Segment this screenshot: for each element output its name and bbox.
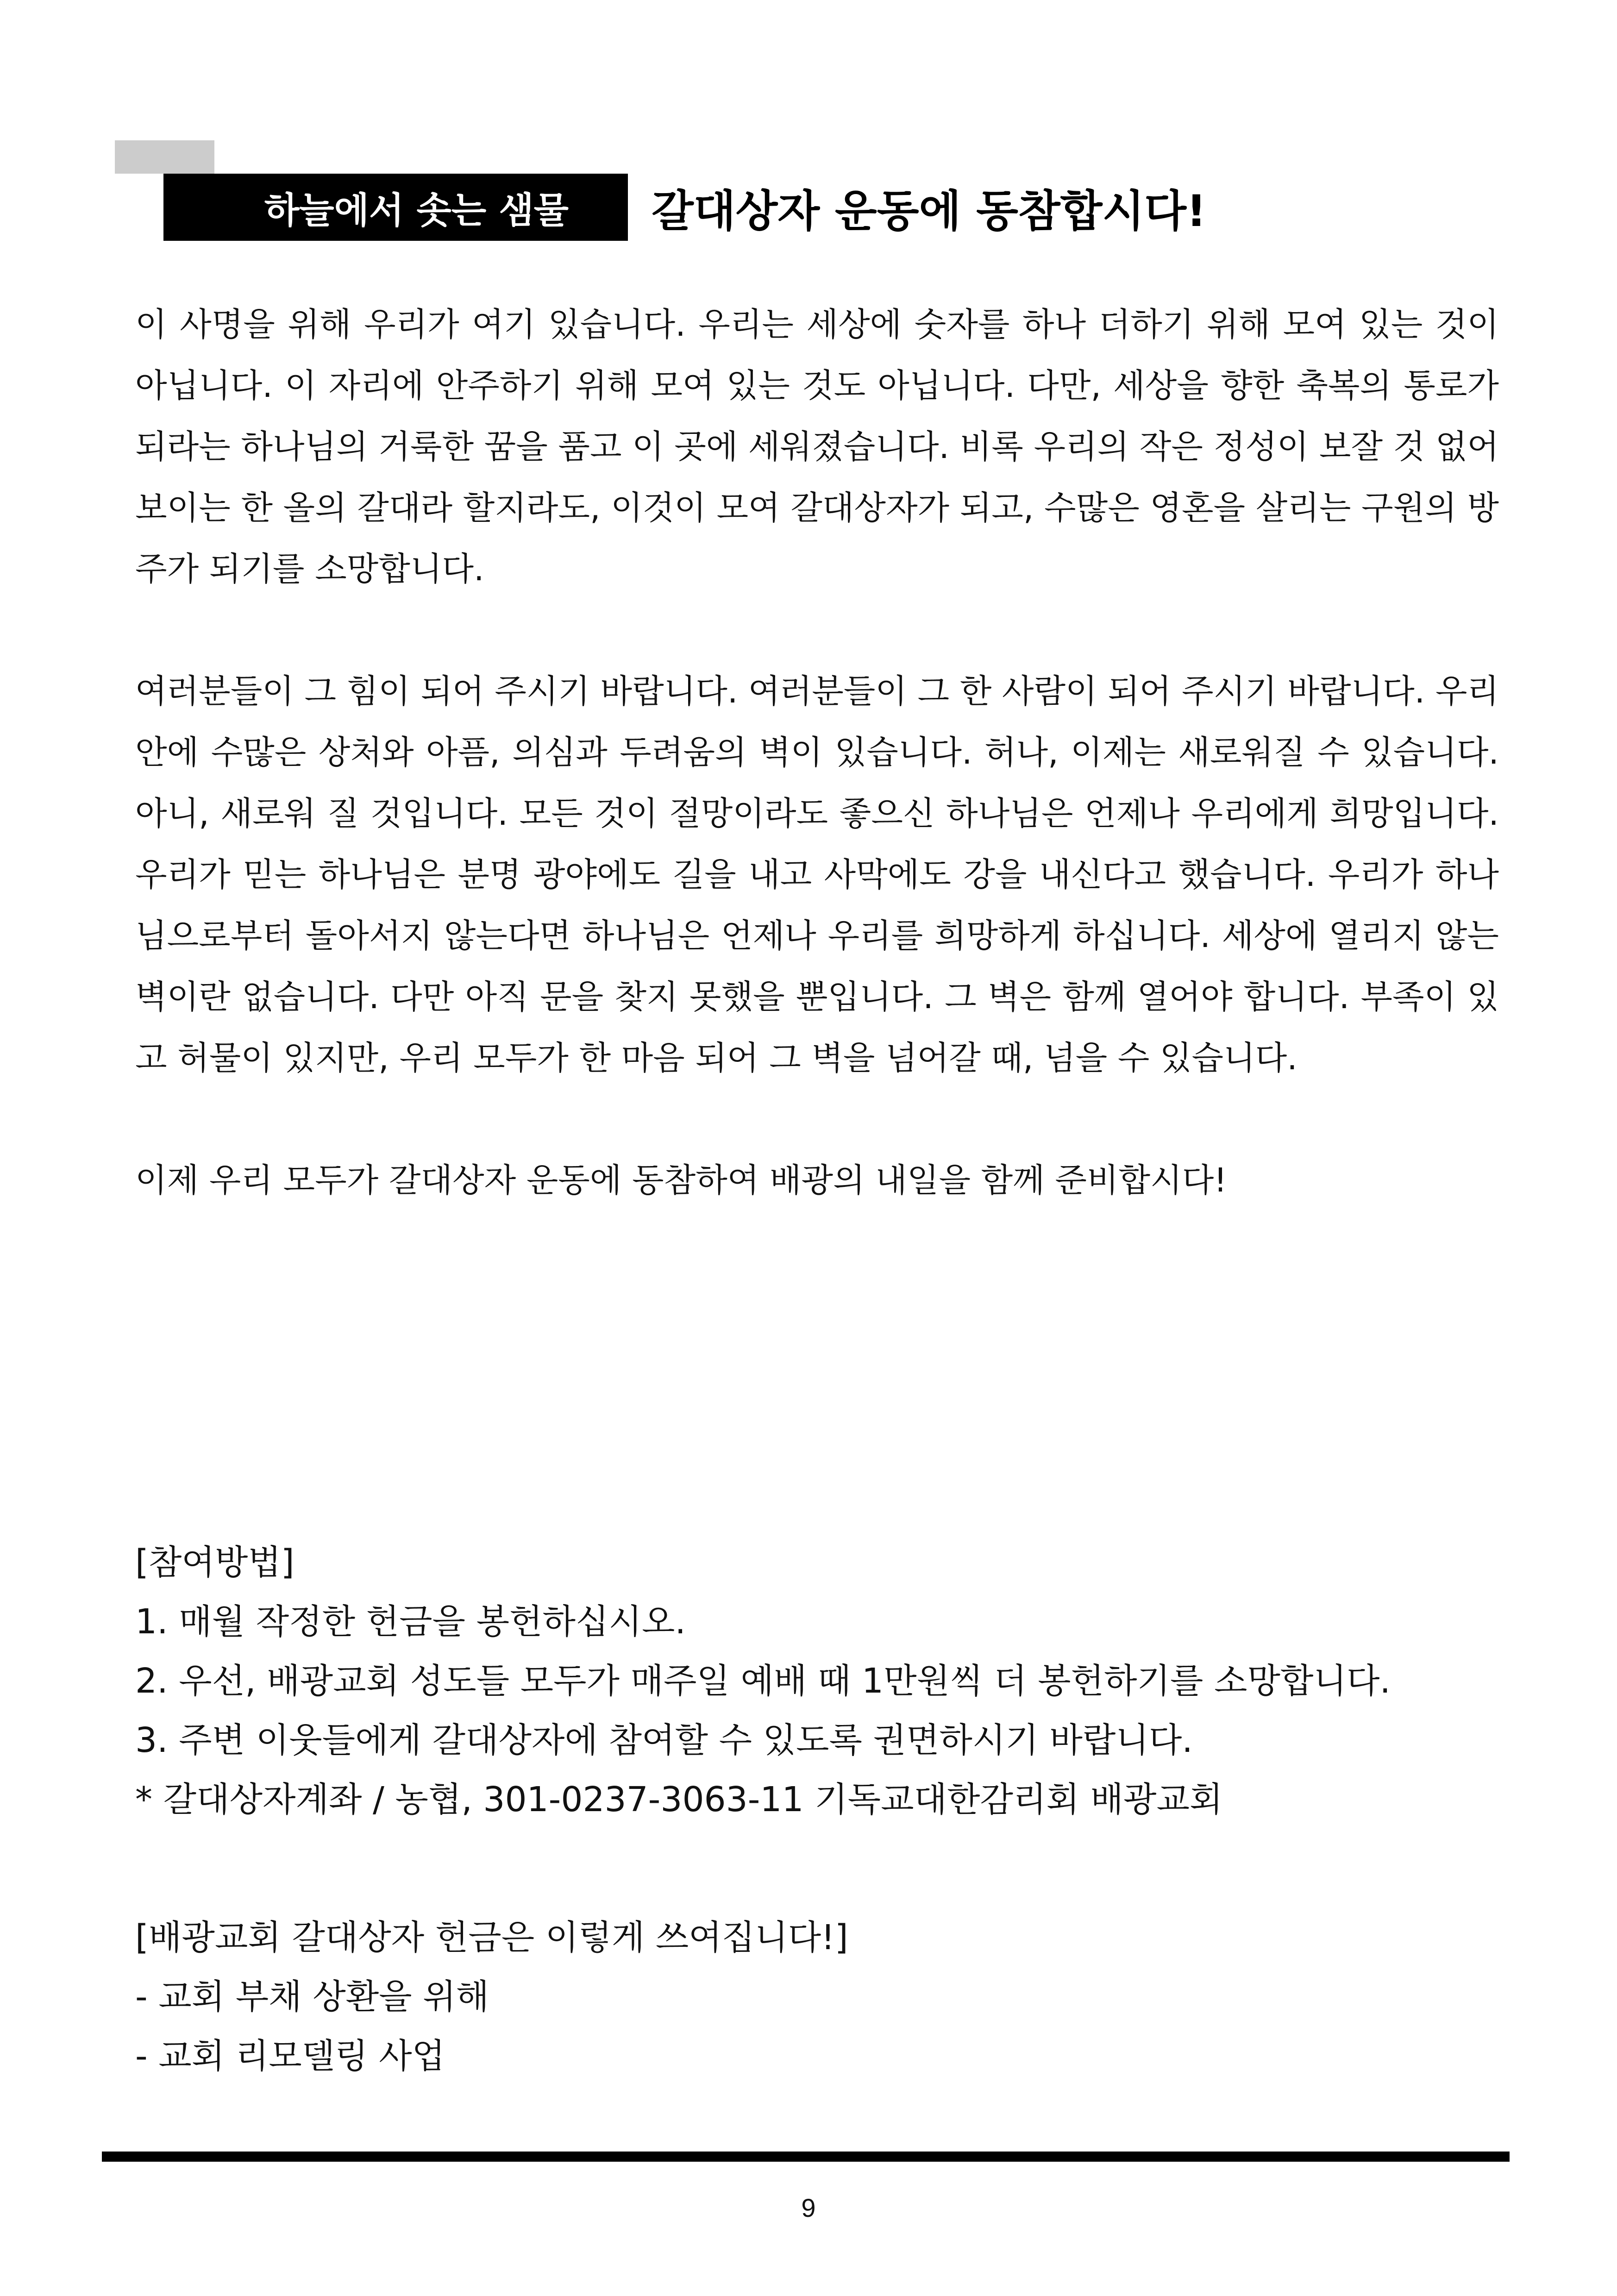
participation-item-2: 2. 우선, 배광교회 성도들 모두가 매주일 예배 때 1만원씩 더 봉헌하기를 소망합니다. — [135, 1661, 1391, 1701]
participation-item-1: 1. 매월 작정한 헌금을 봉헌하십시오. — [135, 1602, 686, 1642]
usage-heading: [배광교회 갈대상자 헌금은 이렇게 쓰여집니다!] — [135, 1918, 848, 1957]
body-paragraph-3: 이제 우리 모두가 갈대상자 운동에 동참하여 배광의 내일을 함께 준비합시다! — [135, 1161, 1227, 1199]
participation-item-3: 3. 주변 이웃들에게 갈대상자에 참여할 수 있도록 권면하시기 바랍니다. — [135, 1720, 1193, 1760]
body-paragraph-1: 이 사명을 위해 우리가 여기 있습니다. 우리는 세상에 숫자를 하나 더하기 위해 모여 있는 것이 아닙니다. 이 자리에 안주하기 위해 모여 있는 것도 아닙니다. 다만, 세상을 향한 축복의 통로가 되라는 하나님의 거룩한 꿈을 품고 이 곳에 세워졌습니다. 비록 우리의 작은 정성이 보잘 것 없어 보이는 한 올의 갈대라 할지라도, 이것이 모여 갈대상자가 되고, 수많은 영혼을 살리는 구원의 방주가 되기를 소망합니다. — [135, 305, 1499, 588]
header-gray-tab — [115, 140, 214, 174]
page-number: 9 — [801, 2193, 816, 2222]
page-headline: 갈대상자 운동에 동참합시다! — [652, 186, 1206, 237]
usage-item-1: - 교회 부채 상환을 위해 — [135, 1977, 489, 2017]
account-info: * 갈대상자계좌 / 농협, 301-0237-3063-11 기독교대한감리회 배광교회 — [135, 1780, 1223, 1819]
footer-divider — [102, 2152, 1510, 2162]
participation-section — [135, 1533, 1524, 1829]
body-paragraph-2: 여러분들이 그 힘이 되어 주시기 바랍니다. 여러분들이 그 한 사람이 되어 주시기 바랍니다. 우리 안에 수많은 상처와 아픔, 의심과 두려움의 벽이 있습니다. 허나, 이제는 새로워질 수 있습니다. 아니, 새로워 질 것입니다. 모든 것이 절망이라도 좋으신 하나님은 언제나 우리에게 희망입니다. 우리가 믿는 하나님은 분명 광야에도 길을 내고 사막에도 강을 내신다고 했습니다. 우리가 하나님으로부터 돌아서지 않는다면 하나님은 언제나 우리를 희망하게 하십니다. 세상에 열리지 않는 벽이란 없습니다. 다만 아직 문을 찾지 못했을 뿐입니다. 그 벽은 함께 열어야 합니다. 부족이 있고 허물이 있지만, 우리 모두가 한 마음 되어 그 벽을 넘어갈 때, 넘을 수 있습니다. — [135, 672, 1499, 1077]
section-title-bar — [163, 174, 628, 241]
section-title: 하늘에서 솟는 샘물 — [264, 189, 569, 232]
participation-heading: [참여방법] — [135, 1543, 295, 1582]
usage-item-2: - 교회 리모델링 사업 — [135, 2036, 445, 2076]
body-text — [135, 294, 1499, 1211]
usage-section — [135, 1908, 1524, 2086]
